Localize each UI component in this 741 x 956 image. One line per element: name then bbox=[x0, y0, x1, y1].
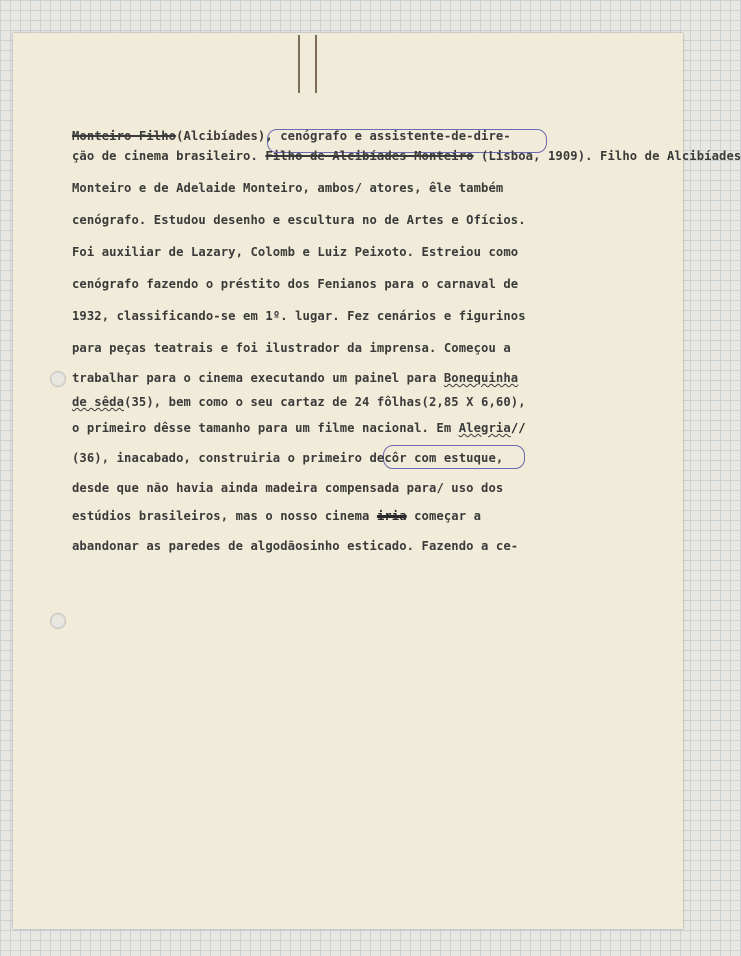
punch-hole bbox=[50, 371, 66, 387]
text-line: abandonar as paredes de algodãosinho esticado. Fazendo a ce- bbox=[72, 539, 519, 553]
text-line: cenógrafo fazendo o préstito dos Fenianos para o carnaval de bbox=[72, 277, 519, 291]
text-line: desde que não havia ainda madeira compensada para/ uso dos bbox=[72, 481, 504, 495]
text-line: Monteiro e de Adelaide Monteiro, ambos/ atores, êle também bbox=[72, 181, 504, 195]
text-line: para peças teatrais e foi ilustrador da imprensa. Começou a bbox=[72, 341, 511, 355]
text-line: Monteiro Filho(Alcibíades), cenógrafo e assistente-de-dire- bbox=[72, 129, 511, 143]
text-line: cenógrafo. Estudou desenho e escultura no de Artes e Ofícios. bbox=[72, 213, 526, 227]
text-line: (36), inacabado, construiria o primeiro decôr com estuque, bbox=[72, 451, 504, 465]
text-line: o primeiro dêsse tamanho para um filme nacional. Em Alegria// bbox=[72, 421, 526, 435]
staple-mark bbox=[315, 35, 317, 93]
text-line: estúdios brasileiros, mas o nosso cinema iria começar a bbox=[72, 509, 482, 523]
text-line: trabalhar para o cinema executando um painel para Bonequinha bbox=[72, 371, 519, 385]
text-line: ção de cinema brasileiro. Filho de Alcibíades Monteiro (Lisboa, 1909). Filho de Alcibíades bbox=[72, 149, 741, 163]
punch-hole bbox=[50, 613, 66, 629]
text-line: 1932, classificando-se em 1º. lugar. Fez cenários e figurinos bbox=[72, 309, 526, 323]
text-line: de sêda(35), bem como o seu cartaz de 24 fôlhas(2,85 X 6,60), bbox=[72, 395, 526, 409]
staple-mark bbox=[298, 35, 300, 93]
text-line: Foi auxiliar de Lazary, Colomb e Luiz Peixoto. Estreiou como bbox=[72, 245, 519, 259]
document-page bbox=[13, 33, 741, 929]
